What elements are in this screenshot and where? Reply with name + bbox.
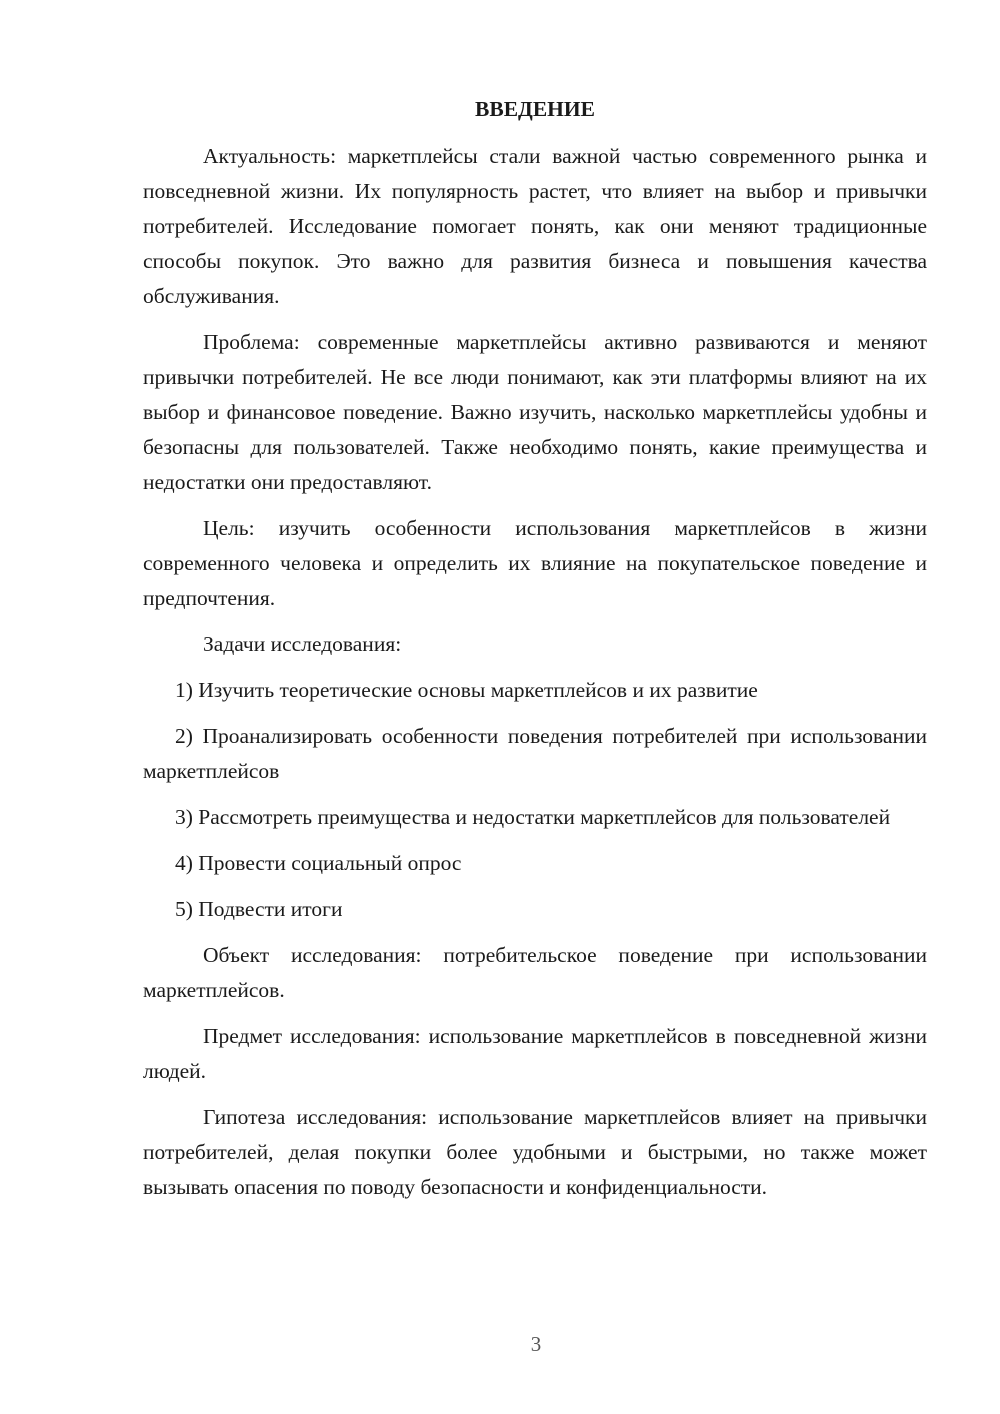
relevance-paragraph: Актуальность: маркетплейсы стали важной частью современного рынка и повседневной жизни. Их популярность растет, что влияет на выбор и привычки потребителей. Исследование помогает понять, как они меняют традиционные способы покупок. Это важно для развития бизнеса и повышения качества обслуживания.: [143, 144, 927, 308]
hypothesis-paragraph: Гипотеза исследования: использование маркетплейсов влияет на привычки потребителей, делая покупки более удобными и быстрыми, но также может вызывать опасения по поводу безопасности и конфиденциальности.: [143, 1105, 927, 1199]
object-paragraph: Объект исследования: потребительское поведение при использовании маркетплейсов.: [143, 943, 927, 1002]
task-item-2: 2) Проанализировать особенности поведения потребителей при использовании маркетплейсов: [143, 724, 927, 783]
tasks-heading: Задачи исследования:: [203, 632, 402, 656]
section-title: ВВЕДЕНИЕ: [475, 97, 595, 121]
task-item-1: 1) Изучить теоретические основы маркетплейсов и их развитие: [175, 678, 758, 702]
page-number: 3: [530, 1332, 542, 1356]
task-item-3: 3) Рассмотреть преимущества и недостатки маркетплейсов для пользователей: [175, 805, 891, 829]
subject-paragraph: Предмет исследования: использование маркетплейсов в повседневной жизни людей.: [143, 1024, 927, 1083]
problem-paragraph: Проблема: современные маркетплейсы активно развиваются и меняют привычки потребителей. Не все люди понимают, как эти платформы влияют на их выбор и финансовое поведение. Важно изучить, насколько маркетплейсы удобны и безопасны для пользователей. Также необходимо понять, какие преимущества и недостатки они предоставляют.: [143, 330, 927, 494]
document-page: [143, 92, 927, 1216]
task-item-5: 5) Подвести итоги: [175, 897, 343, 921]
goal-paragraph: Цель: изучить особенности использования маркетплейсов в жизни современного человека и определить их влияние на покупательское поведение и предпочтения.: [143, 516, 927, 610]
task-item-4: 4) Провести социальный опрос: [175, 851, 462, 875]
